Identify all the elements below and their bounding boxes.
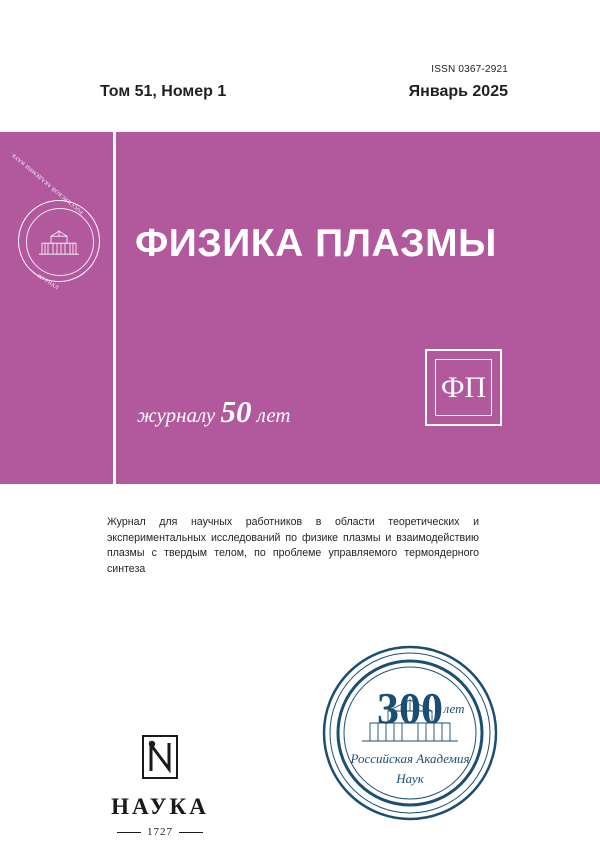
volume-issue-text: Том 51, Номер 1 xyxy=(100,83,227,100)
publisher-block xyxy=(96,735,224,838)
emblem-number: 300 xyxy=(377,684,443,733)
issue-date-text: Январь 2025 xyxy=(408,83,508,100)
journal-description: Журнал для научных работников в области теоретических и экспериментальных исследований по физике плазмы и взаимодействию плазмы с твердым телом, по проблеме управляемого термоядерного синтеза xyxy=(107,516,479,575)
rule-left xyxy=(117,832,141,833)
journal-seal-icon xyxy=(10,151,100,292)
issn-text: ISSN 0367-2921 xyxy=(431,64,508,75)
band-vertical-divider xyxy=(113,132,116,484)
cover-color-band xyxy=(0,132,600,484)
anniversary-number: 50 xyxy=(220,394,252,429)
journal-title: ФИЗИКА ПЛАЗМЫ xyxy=(135,222,497,265)
anniversary-text xyxy=(137,394,291,430)
emblem-line2: Наук xyxy=(396,771,424,786)
seal-top-text: ЖУРНАЛ xyxy=(35,273,60,292)
rule-right xyxy=(179,832,203,833)
emblem-unit: лет xyxy=(443,701,465,716)
journal-logo-monogram: ФП xyxy=(440,370,487,404)
nauka-logo-icon xyxy=(142,735,178,779)
publisher-name: НАУКА xyxy=(111,794,209,819)
anniversary-prefix: журналу xyxy=(137,403,216,427)
publisher-year-row xyxy=(96,826,224,838)
journal-logo-box xyxy=(425,349,502,426)
anniversary-suffix: лет xyxy=(256,403,291,427)
publisher-year: 1727 xyxy=(147,826,173,838)
seal-bottom-text: РОССИЙСКОЙ АКАДЕМИИ НАУК xyxy=(10,151,85,215)
emblem-line1: Российская Академия xyxy=(350,751,470,766)
ras-300-anniversary-emblem xyxy=(322,645,498,821)
seal-ring-text xyxy=(10,151,99,292)
